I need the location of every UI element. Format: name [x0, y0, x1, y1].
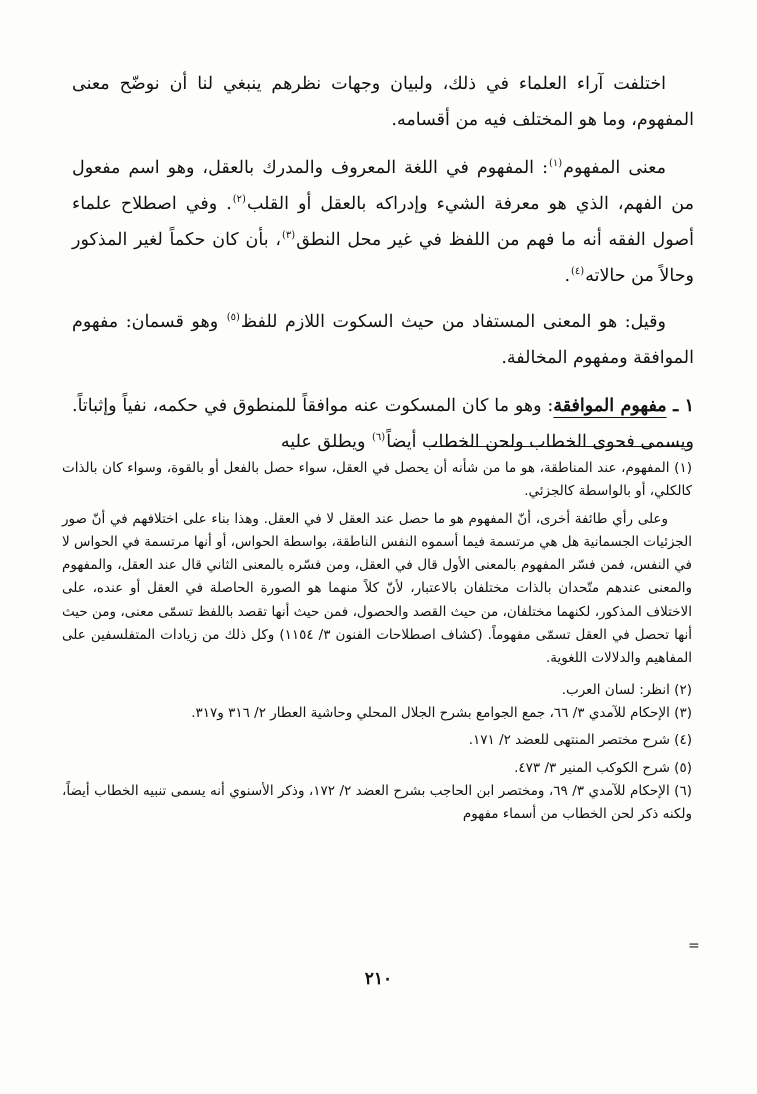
footnote-5: (٥) شرح الكوكب المنير ٣/ ٤٧٣.: [514, 759, 692, 776]
footnote-3: (٣) الإحكام للآمدي ٣/ ٦٦، جمع الجوامع بشرح الجلال المحلي وحاشية العطار ٢/ ٣١٦ و٣١٧.: [191, 704, 692, 721]
paragraph-definition: معنى المفهوم$^{(١)}$: المفهوم في اللغة المعروف والمدرك بالعقل، وهو اسم مفعول من الفهم، الذي هو معرفة الشيء وإدراكه بالعقل أو القلب$^{(٢)}$. وفي اصطلاح علماء أصول الفقه أنه ما فهم من اللفظ في غير محل النطق$^{(٣)}$، بأن كان حكماً لغير المذكور وحالاً من حالاته$^{(٤)}$.: [72, 158, 694, 286]
page-number: ٢١٠: [364, 969, 393, 989]
footnote-ref-5[interactable]: (٥): [226, 312, 240, 324]
section-title: مفهوم الموافقة: [553, 396, 667, 416]
paragraph-another-view: وقيل: هو المعنى المستفاد من حيث السكوت اللازم للفظ$^{(٥)}$ وهو قسمان: مفهوم الموافقة ومفهوم المخالفة.: [72, 312, 694, 368]
paragraph-intro: اختلفت آراء العلماء في ذلك، ولبيان وجهات نظرهم ينبغي لنا أن نوضّح معنى المفهوم، وما هو المختلف فيه من أقسامه.: [72, 74, 694, 130]
footnote-4: (٤) شرح مختصر المنتهى للعضد ٢/ ١٧١.: [468, 732, 692, 749]
paragraph-muwafaqa: ١ ـ مفهوم الموافقة: وهو ما كان المسكوت عنه موافقاً للمنطوق في حكمه، نفياً وإثباتاً. ويسمى فحوى الخطاب ولحن الخطاب أيضاً$^{(٦)}$ ويطلق عليه: [72, 396, 694, 452]
footnote-ref-2[interactable]: (٢): [232, 194, 246, 206]
footnote-ref-6[interactable]: (٦): [372, 432, 386, 444]
footnote-ref-1[interactable]: (١): [548, 158, 563, 170]
footnotes: [62, 457, 692, 826]
footnote-1-continued: وعلى رأي طائفة أخرى، أنّ المفهوم هو ما حصل عند العقل لا في العقل. وهذا بناء على اختلافهم في أنّ صور الجزئيات الجسمانية هل هي مرتسمة فيما أسموه النفس الناطقة، بواسطة الحواس، أو أنها مرتسمة في الحواس لا في النفس، فمن فسّر المفهوم بالمعنى الأول قال في العقل، ومن فسّره بالمعنى الثاني قال عند العقل، والمفهوم والمعنى عندهم متّحدان بالذات مختلفان بالاعتبار، لأنّ كلاً منهما هو الصورة الحاصلة في العقل أو عنده، على الاختلاف المذكور، لكنهما مختلفان، من حيث القصد والحصول، فمن حيث أنها تقصد باللفظ تسمّى معنى، ومن حيث أنها تحصل في العقل تسمّى مفهوماً. (كشاف اصطلاحات الفنون ٣/ ١١٥٤) وكل ذلك من زيادات المتفلسفين على المفاهيم والدلالات اللغوية.: [62, 510, 692, 667]
footnote-6: (٦) الإحكام للآمدي ٣/ ٦٩، ومختصر ابن الحاجب بشرح العضد ٢/ ١٧٢، وذكر الأسنوي أنه يسمى تنبيه الخطاب أيضاً، ولكنه ذكر لحن الخطاب من أسماء مفهوم: [62, 782, 692, 823]
footnote-2: (٢) انظر: لسان العرب.: [561, 681, 692, 698]
section-number: ١ ـ: [666, 396, 694, 416]
footnote-1: (١) المفهوم، عند المناطقة، هو ما من شأنه أن يحصل في العقل، سواء حصل بالفعل أو بالقوة، وسواء كان بالذات كالكلي، أو بالواسطة كالجزئي.: [62, 460, 692, 500]
footnote-ref-4[interactable]: (٤): [571, 266, 585, 278]
continuation-mark: =: [688, 938, 700, 954]
main-text: [72, 62, 694, 460]
footnote-ref-3[interactable]: (٣): [282, 230, 296, 242]
footnote-separator: [430, 446, 692, 447]
